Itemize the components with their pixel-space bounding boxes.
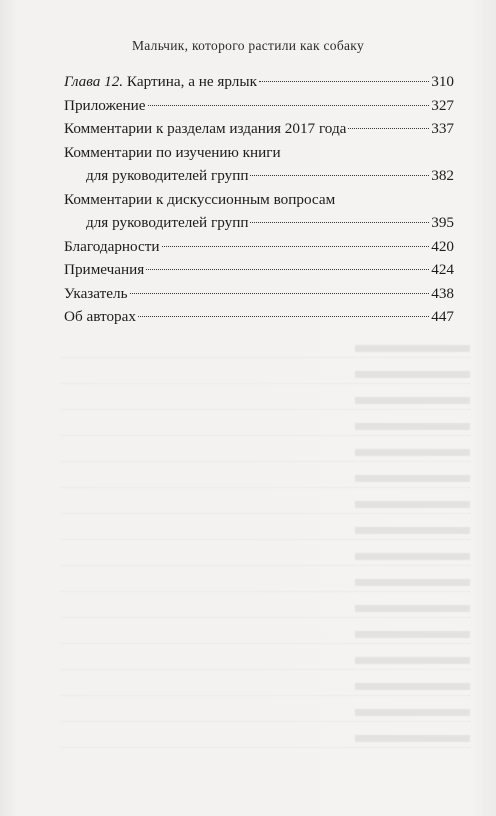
toc-entry-title: Примечания bbox=[64, 261, 145, 278]
dot-leader bbox=[348, 128, 429, 129]
toc-entry-title: Комментарии по изучению книги bbox=[64, 143, 281, 161]
toc-entry-title: Благодарности bbox=[64, 237, 160, 255]
toc-page-number: 327 bbox=[431, 96, 454, 114]
toc-entry-2017-comments[interactable] bbox=[64, 117, 454, 141]
running-head: Мальчик, которого растили как собаку bbox=[131, 38, 365, 53]
toc-page-number: 382 bbox=[431, 167, 454, 184]
toc-entry-title-continued: для руководителей групп bbox=[86, 214, 249, 231]
dot-leader bbox=[162, 246, 430, 247]
dot-leader bbox=[250, 175, 429, 176]
dot-leader bbox=[130, 293, 430, 294]
dot-leader bbox=[138, 316, 429, 317]
toc-entry-title: Комментарии к дискуссионным вопросам bbox=[64, 190, 336, 208]
toc-page-number: 424 bbox=[431, 261, 454, 278]
toc-entry-acknowledgments[interactable] bbox=[64, 235, 454, 259]
reverse-side-bleed-through bbox=[60, 345, 470, 775]
toc-entry-appendix[interactable] bbox=[64, 94, 454, 118]
toc-entry-title: Указатель bbox=[64, 284, 128, 302]
toc-page-number: 447 bbox=[431, 308, 454, 325]
toc-entry-title: Приложение bbox=[64, 96, 146, 114]
toc-entry-title-continued: для руководителей групп bbox=[86, 167, 249, 184]
toc-page-number: 420 bbox=[431, 237, 454, 255]
chapter-label: Глава 12. bbox=[64, 73, 124, 90]
toc-entry-title: Комментарии к разделам издания 2017 года bbox=[64, 120, 347, 137]
toc-entry-title: Глава 12. Картина, а не ярлык bbox=[64, 73, 257, 90]
toc-entry-discussion-comments[interactable] bbox=[64, 188, 454, 235]
dot-leader bbox=[146, 269, 429, 270]
toc-entry-study-comments[interactable] bbox=[64, 141, 454, 188]
toc-entry-index[interactable] bbox=[64, 282, 454, 306]
toc-page-number: 337 bbox=[431, 120, 454, 137]
table-of-contents bbox=[64, 70, 454, 329]
dot-leader bbox=[250, 222, 429, 223]
toc-entry-notes[interactable] bbox=[64, 258, 454, 282]
toc-entry-about-authors[interactable] bbox=[64, 305, 454, 329]
dot-leader bbox=[259, 81, 429, 82]
toc-page-number: 310 bbox=[431, 73, 454, 90]
toc-page-number: 438 bbox=[431, 284, 454, 302]
toc-entry-title: Об авторах bbox=[64, 308, 136, 325]
dot-leader bbox=[148, 105, 430, 106]
toc-entry-chapter-12[interactable] bbox=[64, 70, 454, 94]
toc-page-number: 395 bbox=[431, 214, 454, 231]
